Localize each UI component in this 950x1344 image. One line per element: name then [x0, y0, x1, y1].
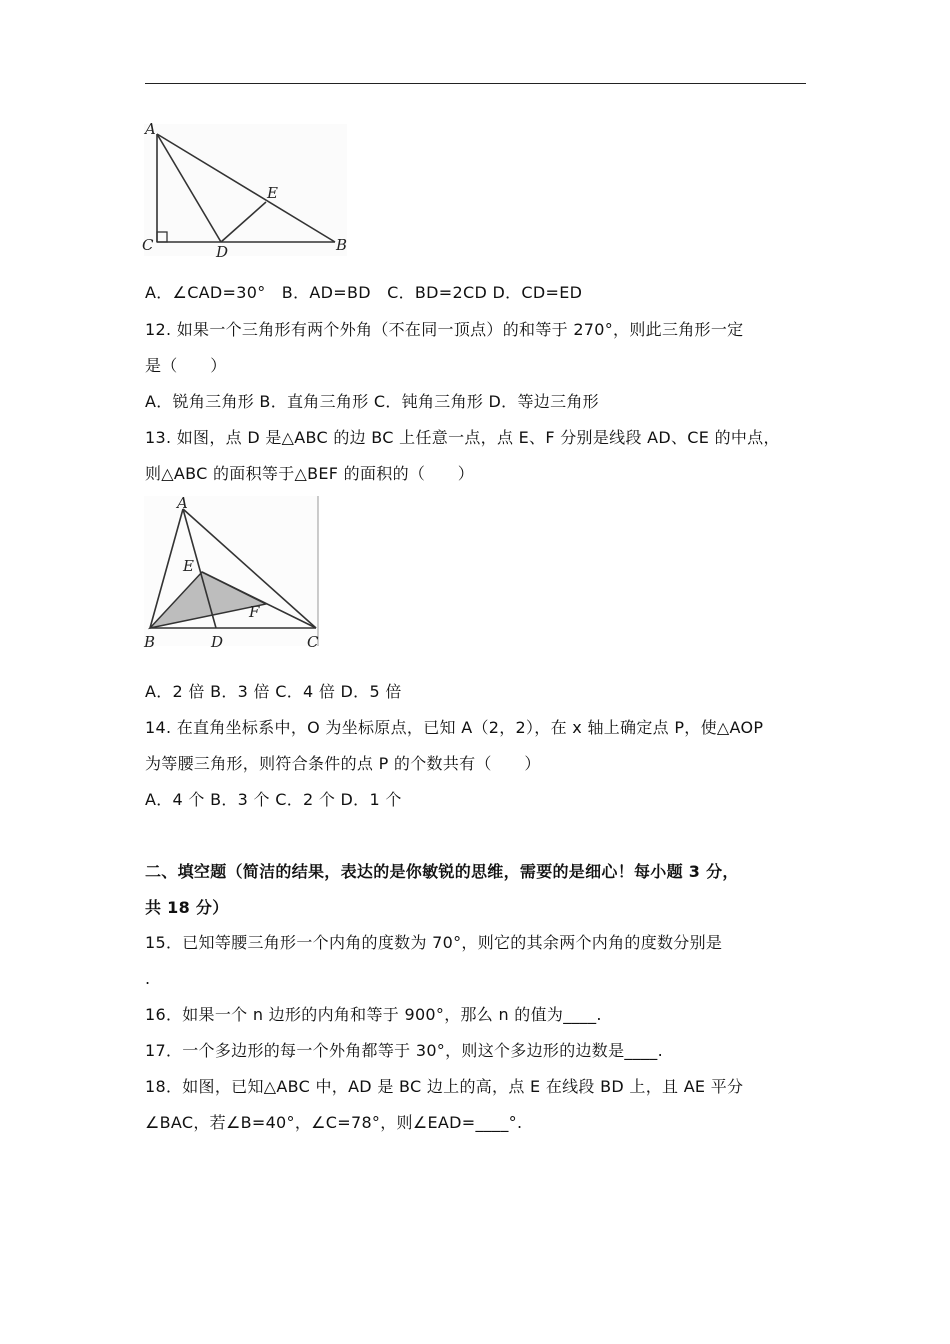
q13-line1: 13. 如图，点 D 是△ABC 的边 BC 上任意一点，点 E、F 分别是线段 AD、CE 的中点， [145, 428, 780, 447]
figure-triangle-bef [140, 494, 322, 650]
q13-line2: 则△ABC 的面积等于△BEF 的面积的（ ） [145, 464, 475, 483]
label-e: E [267, 184, 278, 202]
q18-line1: 18．如图，已知△ABC 中，AD 是 BC 边上的高，点 E 在线段 BD 上，且 AE 平分 [145, 1077, 744, 1096]
label-a: A [177, 494, 188, 512]
label-b: B [144, 633, 156, 650]
q11-options: A．∠CAD=30° B．AD=BD C．BD=2CD D．CD=ED [145, 283, 583, 302]
label-c: C [307, 633, 319, 650]
label-d: D [216, 243, 229, 260]
q18-line2: ∠BAC，若∠B=40°，∠C=78°，则∠EAD=____°. [145, 1113, 523, 1132]
q16: 16．如果一个 n 边形的内角和等于 900°，那么 n 的值为____. [145, 1005, 602, 1024]
label-f: F [249, 603, 260, 621]
q12-line2: 是（ ） [145, 356, 227, 375]
section2-heading-line2: 共 18 分） [145, 898, 229, 917]
q14-options: A．4 个 B．3 个 C．2 个 D．1 个 [145, 790, 402, 809]
q12-options: A．锐角三角形 B．直角三角形 C．钝角三角形 D．等边三角形 [145, 392, 599, 411]
header-rule [145, 83, 806, 84]
q12-line1: 12. 如果一个三角形有两个外角（不在同一顶点）的和等于 270°，则此三角形一定 [145, 320, 744, 339]
q14-line2: 为等腰三角形，则符合条件的点 P 的个数共有（ ） [145, 754, 541, 773]
figure-right-triangle [140, 118, 355, 260]
q17: 17．一个多边形的每一个外角都等于 30°，则这个多边形的边数是____. [145, 1041, 663, 1060]
q15-line2: . [145, 969, 151, 988]
label-d: D [211, 633, 224, 650]
label-c: C [142, 236, 154, 254]
q14-line1: 14. 在直角坐标系中，O 为坐标原点，已知 A（2，2），在 x 轴上确定点 P，使△AOP [145, 718, 764, 737]
section2-heading-line1: 二、填空题（简洁的结果，表达的是你敏锐的思维，需要的是细心！每小题 3 分， [145, 862, 739, 881]
label-a: A [145, 120, 156, 138]
q15-line1: 15．已知等腰三角形一个内角的度数为 70°，则它的其余两个内角的度数分别是 [145, 933, 723, 952]
label-b: B [336, 236, 348, 254]
q13-options: A．2 倍 B．3 倍 C．4 倍 D．5 倍 [145, 682, 402, 701]
label-e: E [183, 557, 194, 575]
